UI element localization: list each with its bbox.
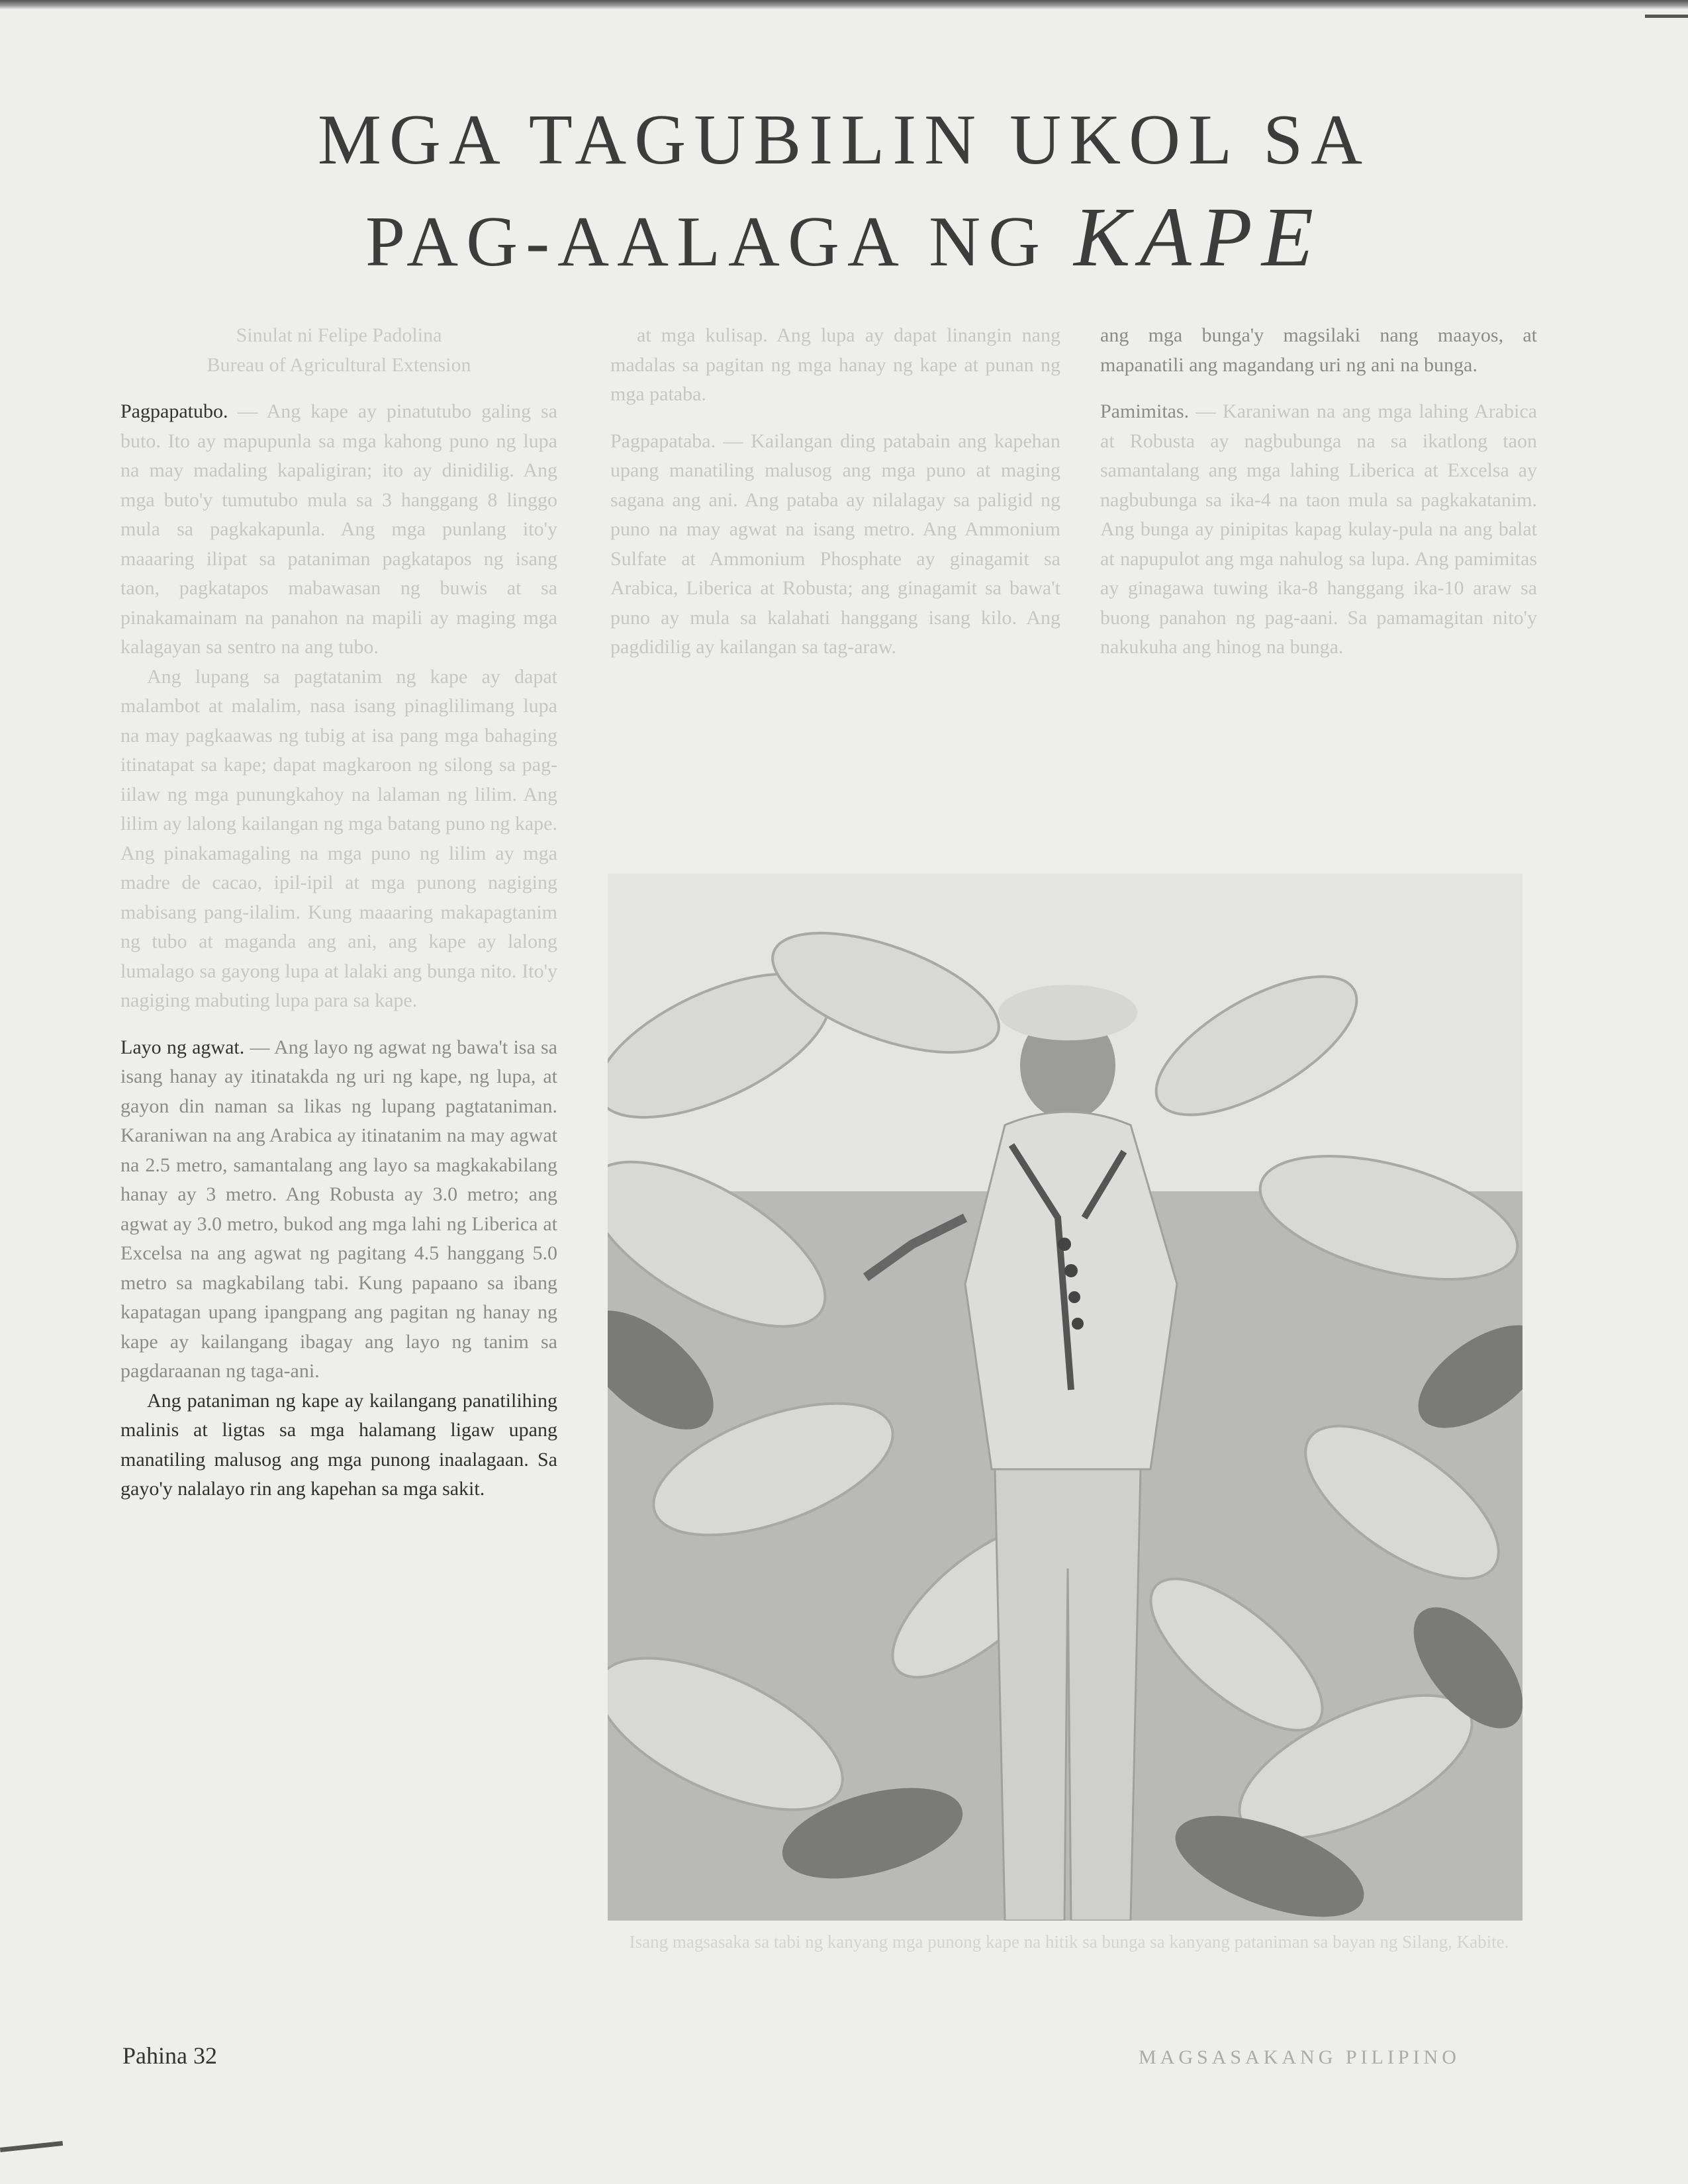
paragraph-layo-ng-agwat [120, 1033, 557, 1387]
page-top-edge [0, 0, 1688, 9]
section-text-pagpapatubo: — Ang kape ay pinatutubo galing sa buto. Ito ay mapupunla sa mga kahong puno ng lupa na may madaling kapaligiran; ito ay dinidilig. Ang mga buto'y tumutubo mula sa 3 hanggang 8 linggo mula sa pagkakapunla. Ang mga punlang ito'y maaaring ilipat sa pataniman pagkatapos ng isang taon, pagkatapos mabawasan ng buwis at sa pinakamainam na panahon na mapili ay maging mga kalagayan sa sentro na ang tubo. [120, 400, 557, 658]
article-title-line1: MGA TAGUBILIN UKOL SA [317, 101, 1371, 179]
section-heading-pamimitas: Pamimitas. [1100, 400, 1190, 422]
paragraph-continued: at mga kulisap. Ang lupa ay dapat linangin nang madalas sa pagitan ng mga hanay ng kape at punan ng mga pataba. [610, 324, 1060, 405]
coffee-plants-illustration [608, 874, 1523, 1921]
page-number: Pahina 32 [122, 2042, 217, 2069]
scan-mark-left [0, 2141, 63, 2152]
paragraph-pataniman: Ang pataniman ng kape ay kailangang panatilihing malinis at ligtas sa mga halamang ligaw upang manatiling malusog ang mga punong inaalagaan. Sa gayo'y nalalayo rin ang kapehan sa mga sakit. [120, 1389, 557, 1500]
section-text-layo-ng-agwat: — Ang layo ng agwat ng bawa't isa sa isang hanay ay itinatakda ng uri ng kape, ng lupa, at gayon din naman sa likas ng lupang pagtataniman. Karaniwan na ang Arabica ay itinatanim na may agwat na 2.5 metro, samantalang ang layo sa magkakabilang hanay ay 3 metro. Ang Robusta ay 3.0 metro; ang agwat ay 3.0 metro, bukod ang mga lahi ng Liberica at Excelsa na ang agwat ng pagitang 4.5 hanggang 5.0 metro sa magkabilang tabi. Kung papaano sa ibang kapatagan upang ipangpang ang pagitan ng hanay ng kape ay kailangang ibagay ang layo ng tanim sa pagdaraanan ng taga-ani. [120, 1036, 557, 1382]
paragraph-pamimitas [1100, 397, 1537, 662]
photo-caption: Isang magsasaka sa tabi ng kanyang mga punong kape na hitik sa bunga sa kanyang pataniman sa bayan ng Silang, Kabite. [629, 1932, 1509, 1952]
coffee-farmer-photo [608, 874, 1523, 1921]
paragraph-continued-col3: ang mga bunga'y magsilaki nang maayos, at mapanatili ang magandang uri ng ani na bunga. [1100, 324, 1537, 376]
paragraph-lupa: Ang lupang sa pagtatanim ng kape ay dapat malambot at malalim, nasa isang pinaglilimang lupa na may pagkaawas ng tubig at isa pang mga bahaging itinatapat sa kape; dapat magkaroon ng silong sa pag-iilaw ng mga punungkahoy na lalaman ng lilim. Ang lilim ay lalong kailangan ng mga batang puno ng kape. Ang pinakamagaling na mga puno ng lilim ay mga madre de cacao, ipil-ipil at mga punong nagiging mabisang pang-ilalim. Kung maaaring makapagtanim ng tubo at maganda ang ani, ang kape ay lalong lumalago sa gayong lupa at lalaki ang bunga nito. Ito'y nagiging mabuting lupa para sa kape. [120, 665, 557, 1011]
article-title-line2 [0, 189, 1688, 286]
section-text-pamimitas: — Karaniwan na ang mga lahing Arabica at Robusta ay nagbubunga na sa ikatlong taon samantalang ang mga lahing Liberica at Excelsa ay nagbubunga sa ika-4 na taon mula sa pagkakatanim. Ang bunga ay pinipitas kapag kulay-pula na ang balat at napupulot ang mga nahulog sa lupa. Ang pamimitas ay ginagawa tuwing ika-8 hanggang ika-10 araw sa buong panahon ng pag-aani. Sa pamamagitan nito'y nakukuha ang hinog na bunga. [1100, 400, 1537, 658]
byline-author: Sinulat ni Felipe Padolina [236, 324, 442, 346]
paragraph-pagpapataba [610, 427, 1060, 662]
section-heading-pagpapataba: Pagpapataba. [610, 430, 716, 452]
article-column-2 [610, 321, 1060, 662]
magazine-name: MAGSASAKANG PILIPINO [1139, 2046, 1460, 2068]
byline-bureau: Bureau of Agricultural Extension [207, 353, 471, 376]
scan-mark-right [1645, 15, 1688, 18]
section-heading-layo-ng-agwat: Layo ng agwat. [120, 1036, 245, 1058]
section-text-pagpapataba: — Kailangan ding patabain ang kapehan upang manatiling malusog ang mga puno at maging sagana ang ani. Ang pataba ay nilalagay sa paligid ng puno na may agwat na isang metro. Ang Ammonium Sulfate at Ammonium Phosphate ay ginagamit sa Arabica, Liberica at Robusta; ang ginagamit sa bawa't puno ay mula sa kalahati hanggang isang kilo. Ang pagdidilig ay kailangan sa tag-araw. [610, 430, 1060, 658]
article-title-line2-prefix: PAG-AALAGA NG [365, 203, 1074, 281]
article-title-kape: KAPE [1074, 190, 1323, 284]
article-column-3 [1100, 321, 1537, 662]
paragraph-pagpapatubo [120, 397, 557, 662]
section-heading-pagpapatubo: Pagpapatubo. [120, 400, 228, 422]
article-column-1 [120, 321, 557, 1504]
